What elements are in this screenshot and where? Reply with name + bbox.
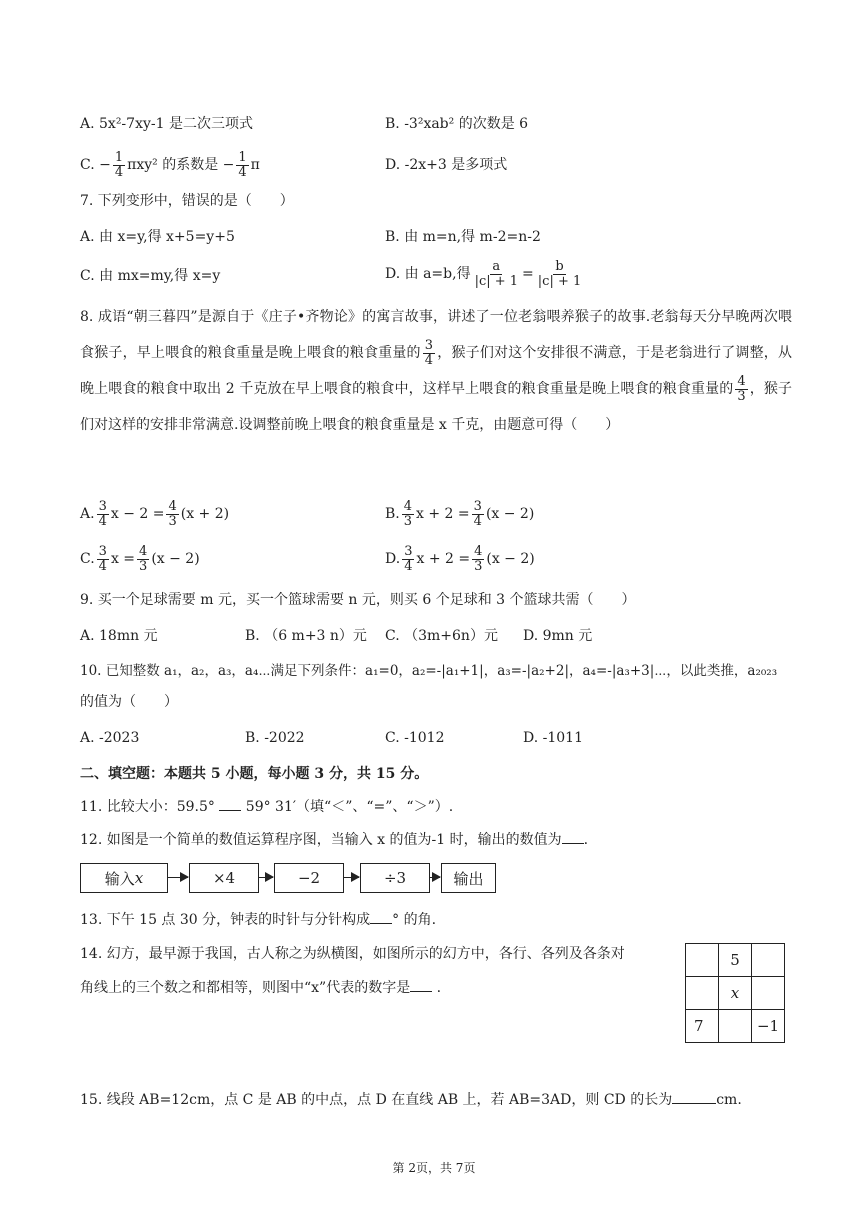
magic-square [686,944,785,1043]
q8-d-fraction-1: $\frac{3}{4}$ [404,543,413,574]
q12-stem: 12. 如图是一个简单的数值运算程序图，当输入 x 的值为-1 时，输出的数值为 . [80,832,589,848]
q8-fraction-2: $\frac{4}{3}$ [737,373,746,404]
q8-stem [80,299,792,443]
magic-cell: x [718,976,752,1010]
q10-option-d: D. -1011 [523,730,583,746]
magic-cell [685,976,719,1010]
q9-option-a: A. 18mn 元 [80,628,158,644]
q10-stem-2: 的值为（ ） [80,694,178,710]
flow-multiply-box: ×4 [189,863,259,893]
flow-arrow-2 [259,877,273,878]
q9-option-d: D. 9mn 元 [523,628,593,644]
q13-stem: 13. 下午 15 点 30 分，钟表的时针与分针构成 ° 的角. [80,912,437,928]
q8-c-fraction-1: $\frac{3}{4}$ [98,543,107,574]
q8-c-fraction-2: $\frac{4}{3}$ [139,543,148,574]
q14-line-1: 14. 幻方，最早源于我国，古人称之为纵横图，如图所示的幻方中，各行、各列及各条对 [80,946,625,962]
q11-blank [219,810,241,811]
flow-input-box: 输入 x [80,863,168,893]
q8-fraction-1: $\frac{3}{4}$ [424,337,434,368]
q6-c-mid: πxy² 的系数是 − [127,157,235,173]
q8-d-fraction-2: $\frac{4}{3}$ [474,543,483,574]
q6-option-b: B. -3²xab² 的次数是 6 [385,116,529,132]
q8-text-2: ，猴子们对这个安排很不满意，于是老翁进行了调整，从晚上喂食的粮食中取出 2 千克放在早上喂食的粮食中，这样早上喂食的粮食重量是晚上喂食的粮食重量的 [80,345,793,397]
q8-b-fraction-1: $\frac{4}{3}$ [403,498,413,529]
magic-cell: 5 [718,943,752,977]
magic-cell [685,943,719,977]
q11-stem: 11. 比较大小：59.5° 59° 31′（填“＜”、“=”、“＞”）. [80,799,454,815]
q6-option-c [80,150,260,180]
q15-stem: 15. 线段 AB=12cm，点 C 是 AB 的中点，点 D 在直线 AB 上，若 AB=3AD，则 CD 的长为 cm. [80,1092,742,1108]
q7-d-fraction-2: $\frac{b}{|c| + 1}$ [537,258,582,289]
q14-line-2: 角线上的三个数之和都相等，则图中“x”代表的数字是 . [80,980,442,996]
magic-cell: −1 [751,1009,785,1043]
flow-arrow-1 [168,877,188,878]
magic-cell: 7 [685,1009,719,1043]
q7-option-b: B. 由 m=n,得 m-2=n-2 [385,229,541,245]
q8-a-fraction-2: $\frac{4}{3}$ [168,498,177,529]
magic-cell [751,976,785,1010]
q8-option-d: D. $\frac{3}{4}$ x + 2 = $\frac{4}{3}$ (x − 2) [385,543,535,574]
q6-c-fraction-2: $\frac{1}{4}$ [238,149,247,180]
q8-option-a: A. $\frac{3}{4}$ x − 2 = $\frac{4}{3}$ (x + 2) [80,498,230,529]
q9-option-b: B. （6 m+3 n）元 [245,628,367,644]
q8-option-c: C. $\frac{3}{4}$ x = $\frac{4}{3}$ (x − 2) [80,543,200,574]
q6-option-d: D. -2x+3 是多项式 [385,157,508,173]
q10-stem: 10. 已知整数 a₁，a₂，a₃，a₄⋯满足下列条件：a₁=0，a₂=-|a₁+1|，a₃=-|a₂+2|，a₄=-|a₃+3|⋯，以此类推，a₂₀₂₃ [80,663,778,679]
q10-option-b: B. -2022 [245,730,305,746]
flow-arrow-3 [344,877,359,878]
magic-cell [751,943,785,977]
q7-option-a: A. 由 x=y,得 x+5=y+5 [80,229,235,245]
q8-a-fraction-1: $\frac{3}{4}$ [98,498,107,529]
flow-output-box: 输出 [441,863,496,893]
q6-option-a: A. 5x²-7xy-1 是二次三项式 [80,116,253,132]
q7-option-c: C. 由 mx=my,得 x=y [80,268,221,284]
q12-blank [562,843,584,844]
q14-blank [410,991,432,992]
flow-arrow-4 [430,877,440,878]
magic-cell [718,1009,752,1043]
q9-stem: 9. 买一个足球需要 m 元，买一个篮球需要 n 元，则买 6 个足球和 3 个篮球共需（ ） [80,592,636,608]
q10-option-c: C. -1012 [385,730,445,746]
flow-subtract-box: −2 [274,863,344,893]
q8-option-b: B. $\frac{4}{3}$ x + 2 = $\frac{3}{4}$ (x − 2) [385,498,535,529]
q7-d-prefix: D. 由 a=b,得 [385,266,471,282]
flow-divide-box: ÷3 [360,863,430,893]
q9-option-c: C. （3m+6n）元 [385,628,498,644]
q7-d-fraction-1: $\frac{a}{|c| + 1}$ [474,258,519,289]
q6-c-fraction: $\frac{1}{4}$ [114,149,124,180]
q7-stem: 7. 下列变形中，错误的是（ ） [80,193,294,209]
q15-blank [672,1103,716,1104]
q13-blank [370,923,392,924]
q10-option-a: A. -2023 [80,730,140,746]
page-footer: 第 2页，共 7页 [392,1161,476,1175]
section-heading: 二、填空题：本题共 5 小题，每小题 3 分，共 15 分。 [80,766,429,782]
q7-option-d [385,256,585,292]
q7-d-equals: = [522,266,534,282]
q8-text-1: 8. 成语“朝三暮四”是源自于《庄子•齐物论》的寓言故事，讲述了一位老翁喂养猴子的故事.老翁每天分早晚两次喂食猴子，早上喂食的粮食重量是晚上喂食的粮食重量的 [80,309,792,361]
q6-c-prefix: C. − [80,157,111,173]
q8-text-3: ，猴子们对这样的安排非常满意.设调整前晚上喂食的粮食重量是 x 千克，由题意可得（ ） [80,381,792,433]
q6-c-suffix: π [250,157,260,173]
q8-b-fraction-2: $\frac{3}{4}$ [473,498,482,529]
